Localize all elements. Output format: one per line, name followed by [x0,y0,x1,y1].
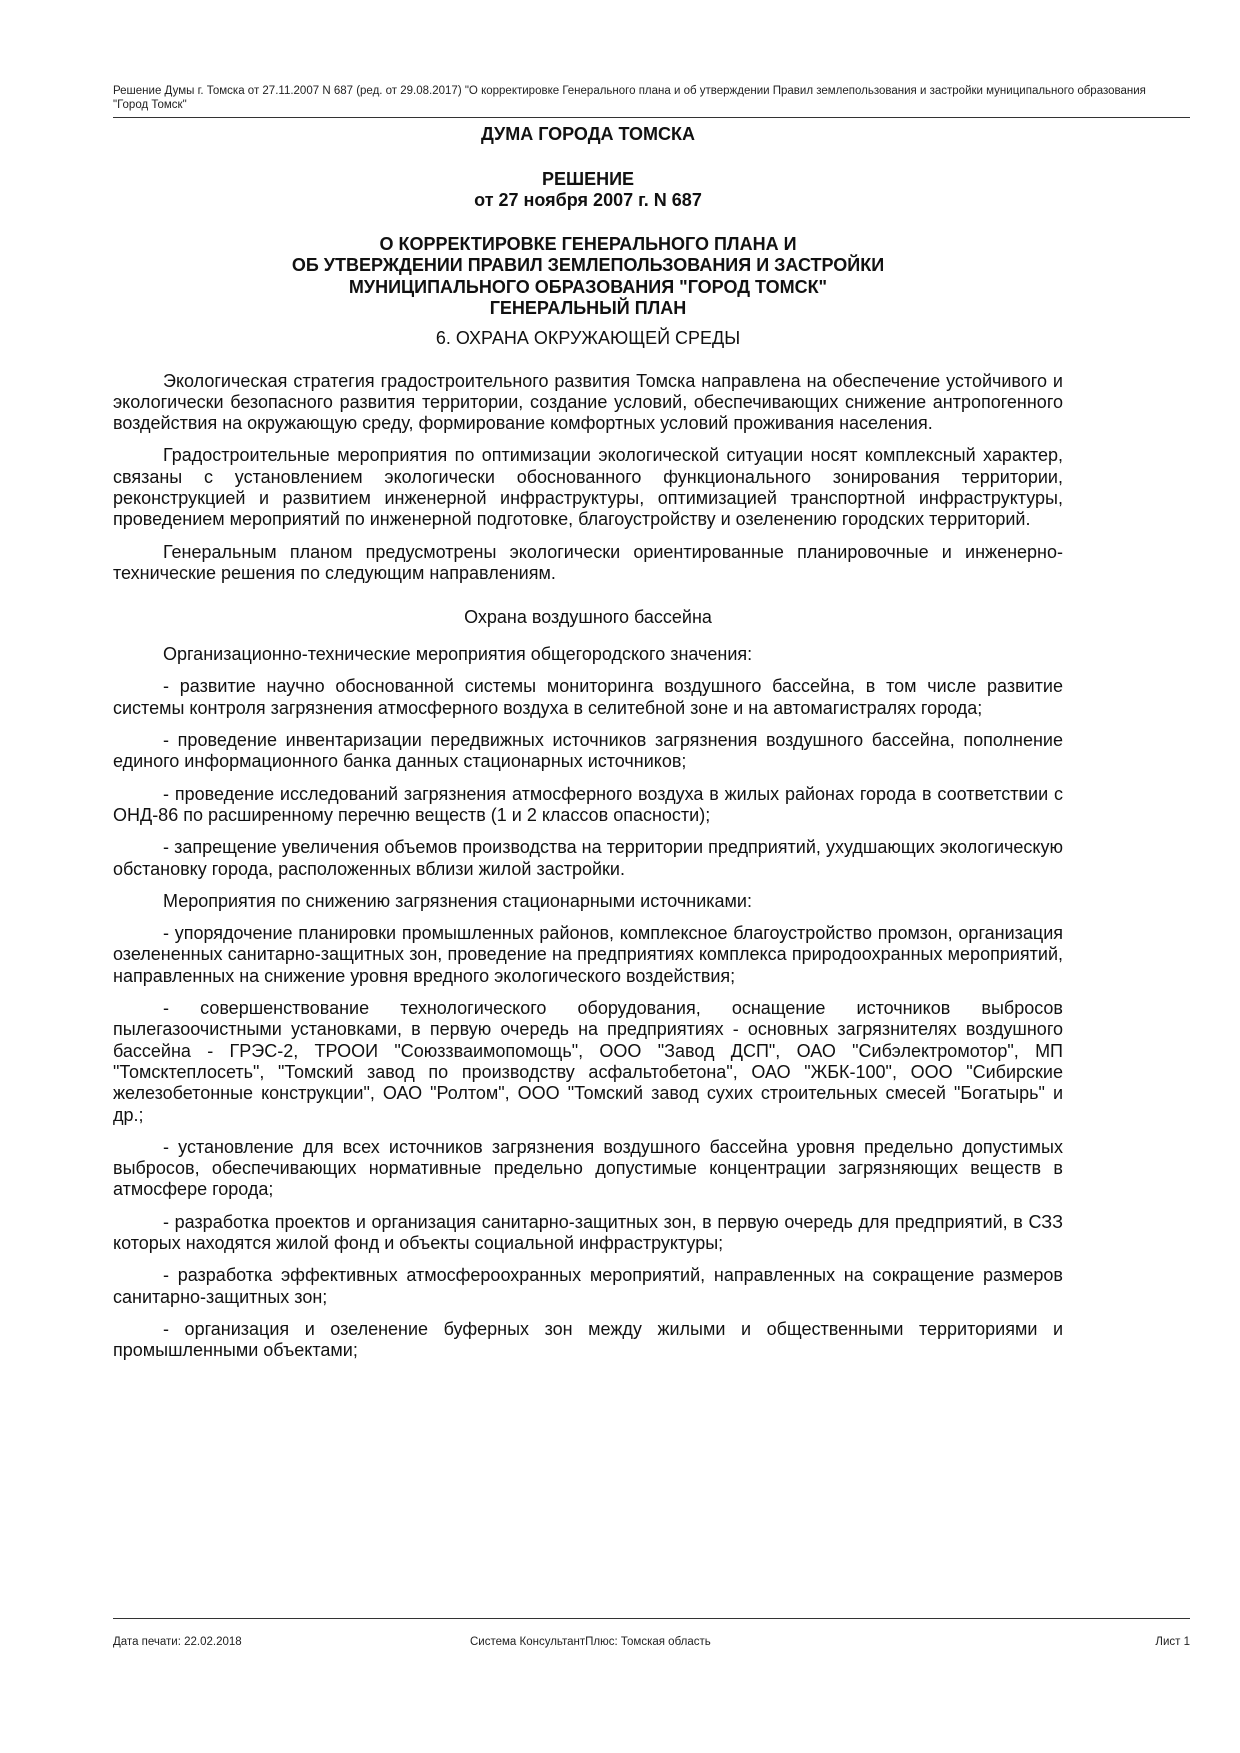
doc-date-number: от 27 ноября 2007 г. N 687 [474,190,702,210]
doc-type: РЕШЕНИЕ [541,168,635,189]
system-name: Система КонсультантПлюс: Томская область [470,1636,711,1648]
running-header: Решение Думы г. Томска от 27.11.2007 N 687 (ред. от 29.08.2017) "О корректировке Генерального плана и об утверждении Правил землепользования и застройки муниципального образования "Город Томск" [113,85,1146,111]
list-item: - проведение инвентаризации передвижных источников загрязнения воздушного бассейна, пополнение единого информационного банка данных стационарных источников; [113,730,1063,772]
list-item: - разработка эффективных атмосфероохранных мероприятий, направленных на сокращение размеров санитарно-защитных зон; [113,1265,1063,1307]
paragraph: Экологическая стратегия градостроительного развития Томска направлена на обеспечение устойчивого и экологически безопасного развития территории, создание условий, обеспечивающих снижение антропогенного воздействия на окружающую среду, формирование комфортных условий проживания населения. [113,370,1063,434]
list-item: - запрещение увеличения объемов производства на территории предприятий, ухудшающих экологическую обстановку города, расположенных вблизи жилой застройки. [113,837,1063,879]
subject-line: ГЕНЕРАЛЬНЫЙ ПЛАН [489,298,687,318]
list-item: - разработка проектов и организация санитарно-защитных зон, в первую очередь для предприятий, в СЗЗ которых находятся жилой фонд и объекты социальной инфраструктуры; [113,1211,1063,1253]
subject-line: ОБ УТВЕРЖДЕНИИ ПРАВИЛ ЗЕМЛЕПОЛЬЗОВАНИЯ И ЗАСТРОЙКИ [291,255,885,275]
subsection-heading: Охрана воздушного бассейна [464,607,712,628]
subject-line: МУНИЦИПАЛЬНОГО ОБРАЗОВАНИЯ "ГОРОД ТОМСК" [348,276,828,297]
list-heading: Организационно-технические мероприятия общегородского значения: [163,644,753,665]
subject-line: О КОРРЕКТИРОВКЕ ГЕНЕРАЛЬНОГО ПЛАНА И [379,233,797,254]
print-date: Дата печати: 22.02.2018 [113,1636,242,1648]
page-number: Лист 1 [1155,1636,1190,1648]
list-item: - проведение исследований загрязнения атмосферного воздуха в жилых районах города в соответствии с ОНД-86 по расширенному перечню веществ (1 и 2 классов опасности); [113,783,1063,825]
footer-divider [113,1618,1190,1619]
paragraph: Градостроительные мероприятия по оптимизации экологической ситуации носят комплексный характер, связаны с установлением экологически обоснованного функционального зонирования территории, реконструкцией и развитием инженерной инфраструктуры, оптимизацией транспортной инфраструктуры, проведением мероприятий по инженерной подготовке, благоустройству и озеленению городских территорий. [113,445,1063,530]
list-item: - упорядочение планировки промышленных районов, комплексное благоустройство промзон, организация озелененных санитарно-защитных зон, проведение на предприятиях комплекса природоохранных мероприятий, направленных на снижение уровня вредного экологического воздействия; [113,923,1063,986]
document-body [113,124,1063,1372]
paragraph: Генеральным планом предусмотрены экологически ориентированные планировочные и инженерно-технические решения по следующим направлениям. [113,541,1063,583]
org-title: ДУМА ГОРОДА ТОМСКА [480,124,696,144]
list-item: - развитие научно обоснованной системы мониторинга воздушного бассейна, в том числе развитие системы контроля загрязнения атмосферного воздуха в селитебной зоне и на автомагистралях города; [113,676,1063,718]
section-heading: 6. ОХРАНА ОКРУЖАЮЩЕЙ СРЕДЫ [435,327,741,348]
list-item: - организация и озеленение буферных зон между жилыми и общественными территориями и промышленными объектами; [113,1318,1063,1361]
list-item: - совершенствование технологического оборудования, оснащение источников выбросов пылегазоочистными установками, в первую очередь на предприятиях - основных загрязнителях воздушного бассейна - ГРЭС-2, ТРООИ "Союззваимопомощь", ООО "Завод ДСП", ОАО "Сибэлектромотор", МП "Томсктеплосеть", "Томский завод по производству асфальтобетона", ОАО "ЖБК-100", ООО "Сибирские железобетонные конструкции", ОАО "Ролтом", ООО "Томский завод сухих строительных смесей "Богатырь" и др.; [113,998,1063,1125]
list-item: - установление для всех источников загрязнения воздушного бассейна уровня предельно допустимых выбросов, обеспечивающих нормативные предельно допустимые концентрации загрязняющих веществ в атмосфере города; [113,1136,1063,1200]
list-heading: Мероприятия по снижению загрязнения стационарными источниками: [163,890,752,911]
header-divider [113,117,1190,118]
